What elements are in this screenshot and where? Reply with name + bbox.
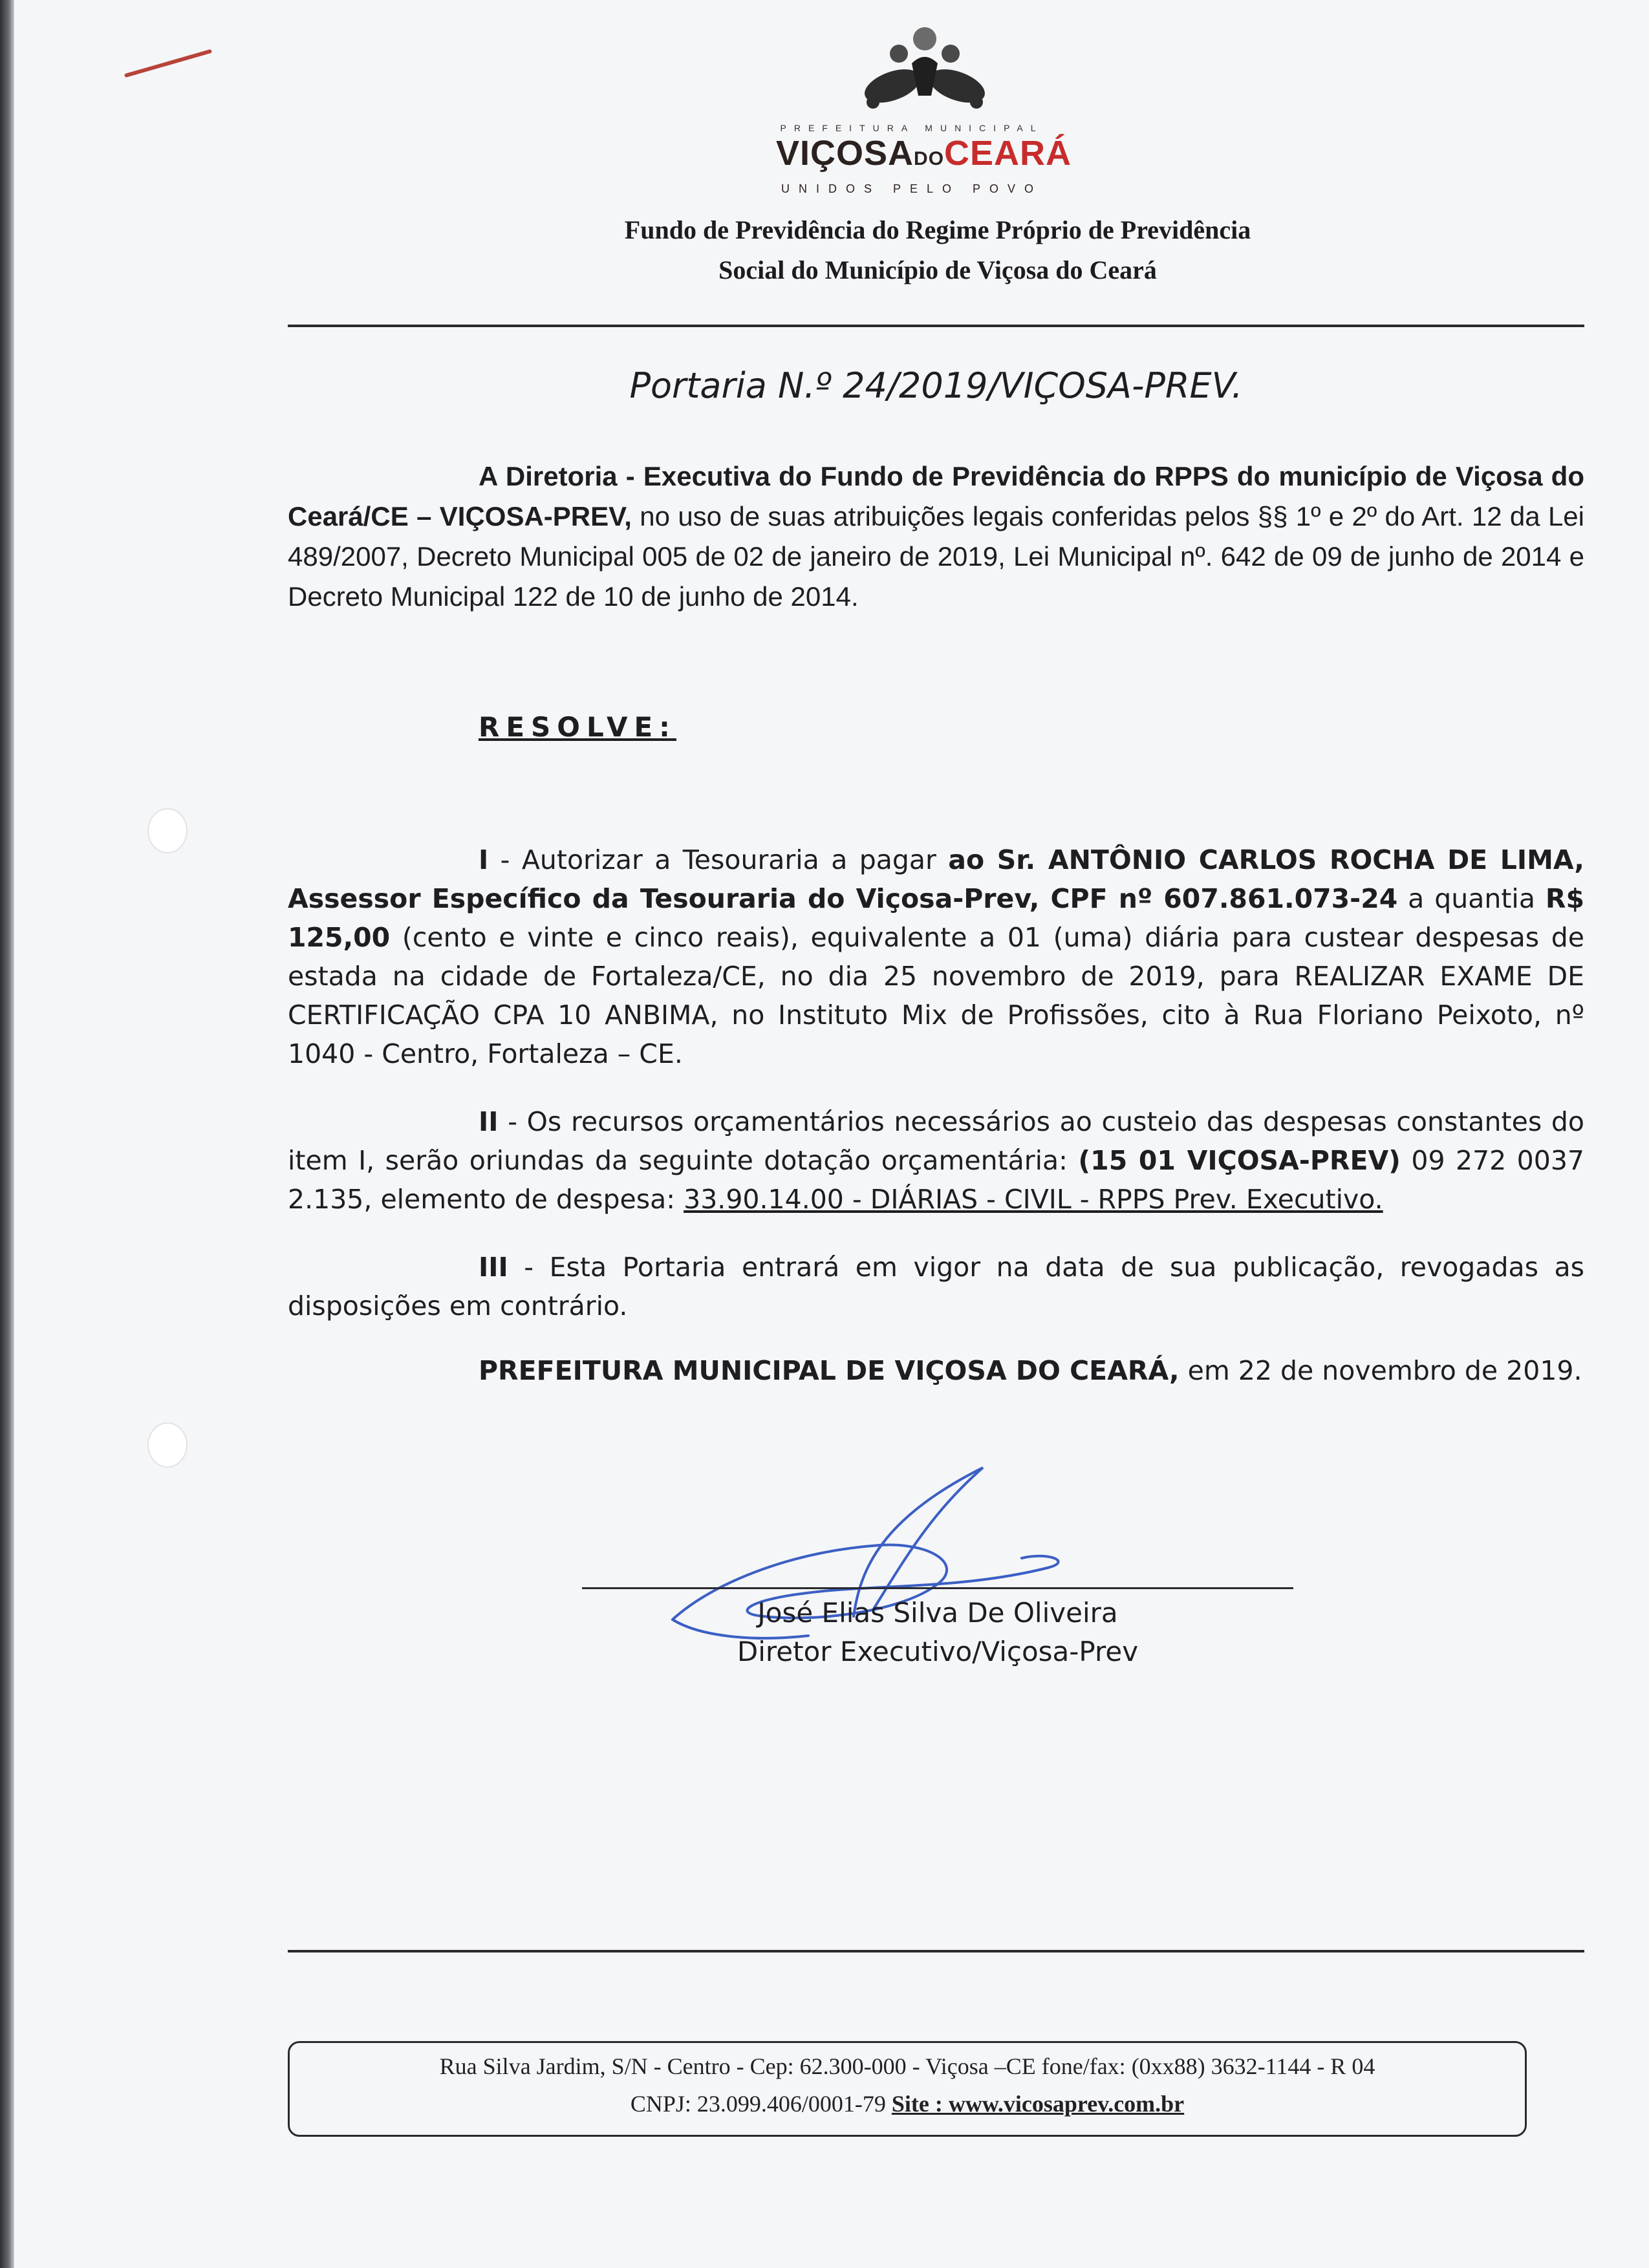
article-3: [288, 1248, 1584, 1325]
fund-name-line2: Social do Município de Viçosa do Ceará: [718, 255, 1157, 284]
article-1-number: I: [479, 844, 489, 875]
municipal-logo-icon: [854, 25, 996, 115]
article-3-number: III: [479, 1252, 508, 1283]
footer-contact: [288, 2090, 1527, 2117]
article-1-text-c: (cento e vinte e cinco reais), equivalente a 01 (uma) diária para custear despesas de estada na cidade de Fortaleza/CE, no dia 25 novembro de 2019, para REALIZAR EXAME DE CERTIFICAÇÃO CPA 10 ANBIMA, no Instituto Mix de Profissões, cito à Rua Floriano Peixoto, nº 1040 - Centro, Fortaleza – CE.: [288, 922, 1584, 1069]
signature-line: [582, 1587, 1293, 1589]
closing-paragraph: [288, 1351, 1584, 1390]
article-2-text-b: 09 272 0037 2.135, elemento de despesa:: [288, 1145, 1585, 1215]
article-1-bold-a: ao Sr. ANTÔNIO CARLOS ROCHA DE LIMA, Assessor Específico da Tesouraria do Viçosa-Prev, CPF nº 607.861.073-24: [288, 844, 1584, 914]
footer-address: Rua Silva Jardim, S/N - Centro - Cep: 62.300-000 - Viçosa –CE fone/fax: (0xx88) 3632-1144 - R 04: [439, 2053, 1375, 2079]
article-1-text-a: - Autorizar a Tesouraria a pagar: [488, 844, 949, 875]
closing-text: em 22 de novembro de 2019.: [1179, 1355, 1582, 1386]
punch-hole-bottom: [147, 1422, 188, 1468]
resolve-heading: RESOLVE:: [479, 711, 676, 743]
signer-role: Diretor Executivo/Viçosa-Prev: [737, 1636, 1139, 1667]
logo-name: [776, 133, 1072, 173]
logo-name-b: DO: [914, 148, 945, 169]
article-2-underlined: 33.90.14.00 - DIÁRIAS - CIVIL - RPPS Prev. Executivo.: [684, 1184, 1383, 1215]
logo-name-c: CEARÁ: [944, 134, 1072, 173]
logo-top-text: PREFEITURA MUNICIPAL: [780, 123, 1044, 133]
article-2-number: II: [479, 1106, 499, 1137]
article-1-text-b: a quantia: [1397, 883, 1546, 914]
fund-name: [453, 210, 1423, 290]
document-title: Portaria N.º 24/2019/VIÇOSA-PREV.: [629, 365, 1243, 406]
closing-bold: PREFEITURA MUNICIPAL DE VIÇOSA DO CEARÁ,: [479, 1355, 1180, 1386]
pen-mark: [124, 49, 212, 78]
preamble-paragraph: [288, 456, 1584, 617]
signer-name: José Elias Silva De Oliveira: [757, 1597, 1118, 1629]
footer-cnpj: CNPJ: 23.099.406/0001-79: [630, 2091, 892, 2117]
article-2: [288, 1102, 1584, 1219]
footer-site-link[interactable]: Site : www.vicosaprev.com.br: [891, 2091, 1185, 2117]
logo-slogan: UNIDOS PELO POVO: [781, 182, 1043, 195]
footer-divider: [288, 1950, 1584, 1952]
fund-name-line1: Fundo de Previdência do Regime Próprio de Previdência: [624, 215, 1251, 244]
scan-left-edge: [0, 0, 14, 2268]
article-1: [288, 840, 1584, 1073]
preamble-text: no uso de suas atribuições legais conferidas pelos §§ 1º e 2º do Art. 12 da Lei 489/2007, Decreto Municipal 005 de 02 de janeiro de 2019, Lei Municipal nº. 642 de 09 de junho de 2014 e Decreto Municipal 122 de 10 de junho de 2014.: [288, 501, 1584, 612]
article-2-text-a: - Os recursos orçamentários necessários ao custeio das despesas constantes do item I, serão oriundas da seguinte dotação orçamentária:: [288, 1106, 1584, 1176]
header-divider: [288, 325, 1584, 327]
punch-hole-top: [147, 808, 188, 853]
article-1-amount: R$ 125,00: [288, 883, 1584, 953]
article-2-bold: (15 01 VIÇOSA-PREV): [1078, 1145, 1401, 1176]
article-3-text: - Esta Portaria entrará em vigor na data de sua publicação, revogadas as disposições em contrário.: [288, 1252, 1584, 1321]
preamble-bold: A Diretoria - Executiva do Fundo de Previdência do RPPS do município de Viçosa do Ceará/CE – VIÇOSA-PREV,: [288, 461, 1584, 531]
logo-name-a: VIÇOSA: [776, 134, 914, 173]
